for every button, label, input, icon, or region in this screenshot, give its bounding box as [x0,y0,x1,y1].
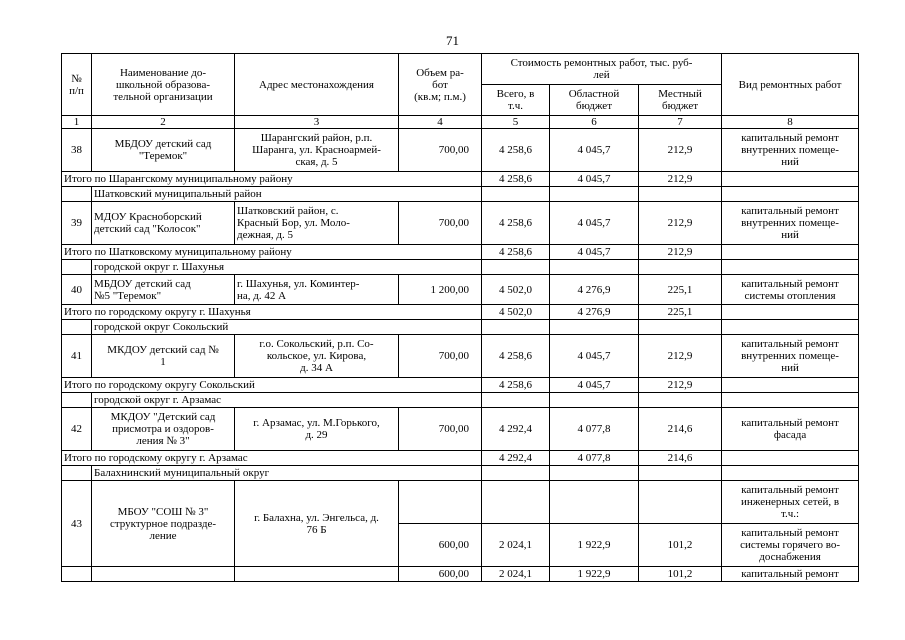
section-title: городской округ г. Арзамас [92,393,482,408]
section-title: Шатковский муниципальный район [92,187,482,202]
empty-cell [639,187,722,202]
col-number: 7 [639,116,722,129]
org-address: г. Балахна, ул. Энгельса, д. 76 Б [235,481,399,567]
empty-cell [482,481,550,524]
col-number: 6 [550,116,639,129]
empty-cell [482,393,550,408]
table-row [62,408,859,451]
section-row [62,393,859,408]
work-type: капитальный ремонт инженерных сетей, в т.ч.: [722,481,859,524]
cost-local: 225,1 [639,275,722,305]
empty-cell [550,320,639,335]
work-type: капитальный ремонт внутренних помеще- ний [722,335,859,378]
org-name: МБДОУ детский сад "Теремок" [92,129,235,172]
empty-cell [550,393,639,408]
empty-cell [639,260,722,275]
cost-total: 4 258,6 [482,202,550,245]
subtotal-total: 4 258,6 [482,245,550,260]
empty-cell [482,466,550,481]
col-number: 2 [92,116,235,129]
table-row [62,202,859,245]
empty-cell [62,393,92,408]
cost-local: 212,9 [639,335,722,378]
cost-local: 212,9 [639,202,722,245]
cost-regional: 1 922,9 [550,524,639,567]
subtotal-total: 4 258,6 [482,172,550,187]
col-number: 1 [62,116,92,129]
subtotal-local: 225,1 [639,305,722,320]
header-num: № п/п [62,54,92,116]
table-row [62,275,859,305]
empty-cell [62,567,92,582]
empty-cell [550,187,639,202]
section-title: городской округ Сокольский [92,320,482,335]
header-volume: Объем ра- бот (кв.м; п.м.) [399,54,482,116]
header-name: Наименование до- школьной образова- тельной организации [92,54,235,116]
work-volume: 700,00 [399,202,482,245]
org-name: МКДОУ детский сад № 1 [92,335,235,378]
empty-cell [722,393,859,408]
cost-local: 214,6 [639,408,722,451]
org-name: МКДОУ "Детский сад присмотра и оздоров- ления № 3" [92,408,235,451]
section-row [62,187,859,202]
empty-cell [482,187,550,202]
empty-cell [722,451,859,466]
subtotal-regional: 4 045,7 [550,378,639,393]
cost-regional: 4 077,8 [550,408,639,451]
cost-regional: 4 045,7 [550,202,639,245]
empty-cell [482,320,550,335]
cost-total: 4 258,6 [482,129,550,172]
work-type: капитальный ремонт внутренних помеще- ний [722,129,859,172]
section-title: городской округ г. Шахунья [92,260,482,275]
subtotal-regional: 4 045,7 [550,245,639,260]
work-volume: 1 200,00 [399,275,482,305]
subtotal-label: Итого по городскому округу г. Арзамас [62,451,482,466]
header-regional: Областной бюджет [550,85,639,116]
table-row [62,335,859,378]
section-row [62,260,859,275]
cost-regional: 4 276,9 [550,275,639,305]
row-num: 38 [62,129,92,172]
row-num: 41 [62,335,92,378]
cost-local: 212,9 [639,129,722,172]
table-row [62,481,859,524]
subtotal-label: Итого по городскому округу Сокольский [62,378,482,393]
work-type: капитальный ремонт [722,567,859,582]
empty-cell [639,393,722,408]
org-address: Шарангский район, р.п. Шаранга, ул. Красноармей- ская, д. 5 [235,129,399,172]
work-type: капитальный ремонт фасада [722,408,859,451]
subtotal-local: 212,9 [639,378,722,393]
row-num: 43 [62,481,92,567]
org-address: г. Арзамас, ул. М.Горького, д. 29 [235,408,399,451]
subtotal-label: Итого по городскому округу г. Шахунья [62,305,482,320]
empty-cell [550,481,639,524]
subtotal-regional: 4 276,9 [550,305,639,320]
subtotal-label: Итого по Шарангскому муниципальному району [62,172,482,187]
work-type: капитальный ремонт внутренних помеще- ний [722,202,859,245]
subtotal-local: 214,6 [639,451,722,466]
cost-regional: 4 045,7 [550,335,639,378]
header-total: Всего, в т.ч. [482,85,550,116]
row-num: 40 [62,275,92,305]
page-number: 71 [446,33,459,48]
cost-local: 101,2 [639,567,722,582]
cost-regional: 1 922,9 [550,567,639,582]
empty-cell [62,187,92,202]
org-name: МДОУ Красноборский детский сад "Колосок" [92,202,235,245]
empty-cell [639,320,722,335]
repair-works-table [61,53,859,582]
work-volume: 700,00 [399,335,482,378]
column-number-row [62,116,859,129]
org-address: г. Шахунья, ул. Коминтер- на, д. 42 А [235,275,399,305]
work-volume: 700,00 [399,129,482,172]
empty-cell [62,466,92,481]
col-number: 4 [399,116,482,129]
row-num: 39 [62,202,92,245]
empty-cell [722,466,859,481]
header-work-type: Вид ремонтных работ [722,54,859,116]
empty-cell [92,567,235,582]
empty-cell [639,466,722,481]
subtotal-label: Итого по Шатковскому муниципальному району [62,245,482,260]
header-cost-group: Стоимость ремонтных работ, тыс. руб- лей [482,54,722,85]
cost-regional: 4 045,7 [550,129,639,172]
empty-cell [62,260,92,275]
col-number: 8 [722,116,859,129]
empty-cell [722,172,859,187]
org-address: Шатковский район, с. Красный Бор, ул. Моло- дежная, д. 5 [235,202,399,245]
cost-total: 4 502,0 [482,275,550,305]
cost-total: 2 024,1 [482,524,550,567]
empty-cell [722,187,859,202]
work-volume: 600,00 [399,567,482,582]
subtotal-total: 4 502,0 [482,305,550,320]
cost-total: 4 292,4 [482,408,550,451]
work-volume: 700,00 [399,408,482,451]
subtotal-row [62,245,859,260]
subtotal-total: 4 258,6 [482,378,550,393]
subtotal-regional: 4 077,8 [550,451,639,466]
subtotal-row [62,451,859,466]
subtotal-local: 212,9 [639,245,722,260]
cost-total: 4 258,6 [482,335,550,378]
cost-local: 101,2 [639,524,722,567]
cost-total: 2 024,1 [482,567,550,582]
header-local: Местный бюджет [639,85,722,116]
empty-cell [399,481,482,524]
subtotal-row [62,305,859,320]
work-type: капитальный ремонт системы отопления [722,275,859,305]
col-number: 3 [235,116,399,129]
empty-cell [235,567,399,582]
work-type: капитальный ремонт системы горячего во- доснабжения [722,524,859,567]
header-address: Адрес местонахождения [235,54,399,116]
table-header-row [62,54,859,85]
section-title: Балахнинский муниципальный округ [92,466,482,481]
work-volume: 600,00 [399,524,482,567]
subtotal-local: 212,9 [639,172,722,187]
empty-cell [722,320,859,335]
empty-cell [722,260,859,275]
section-row [62,466,859,481]
subtotal-row [62,172,859,187]
subtotal-total: 4 292,4 [482,451,550,466]
table-row [62,567,859,582]
subtotal-regional: 4 045,7 [550,172,639,187]
empty-cell [62,320,92,335]
section-row [62,320,859,335]
row-num: 42 [62,408,92,451]
org-address: г.о. Сокольский, р.п. Со- кольское, ул. Кирова, д. 34 А [235,335,399,378]
empty-cell [639,481,722,524]
col-number: 5 [482,116,550,129]
org-name: МБДОУ детский сад №5 "Теремок" [92,275,235,305]
table-row [62,129,859,172]
empty-cell [482,260,550,275]
empty-cell [722,378,859,393]
empty-cell [550,466,639,481]
empty-cell [722,245,859,260]
empty-cell [550,260,639,275]
subtotal-row [62,378,859,393]
org-name: МБОУ "СОШ № 3" структурное подразде- ление [92,481,235,567]
empty-cell [722,305,859,320]
